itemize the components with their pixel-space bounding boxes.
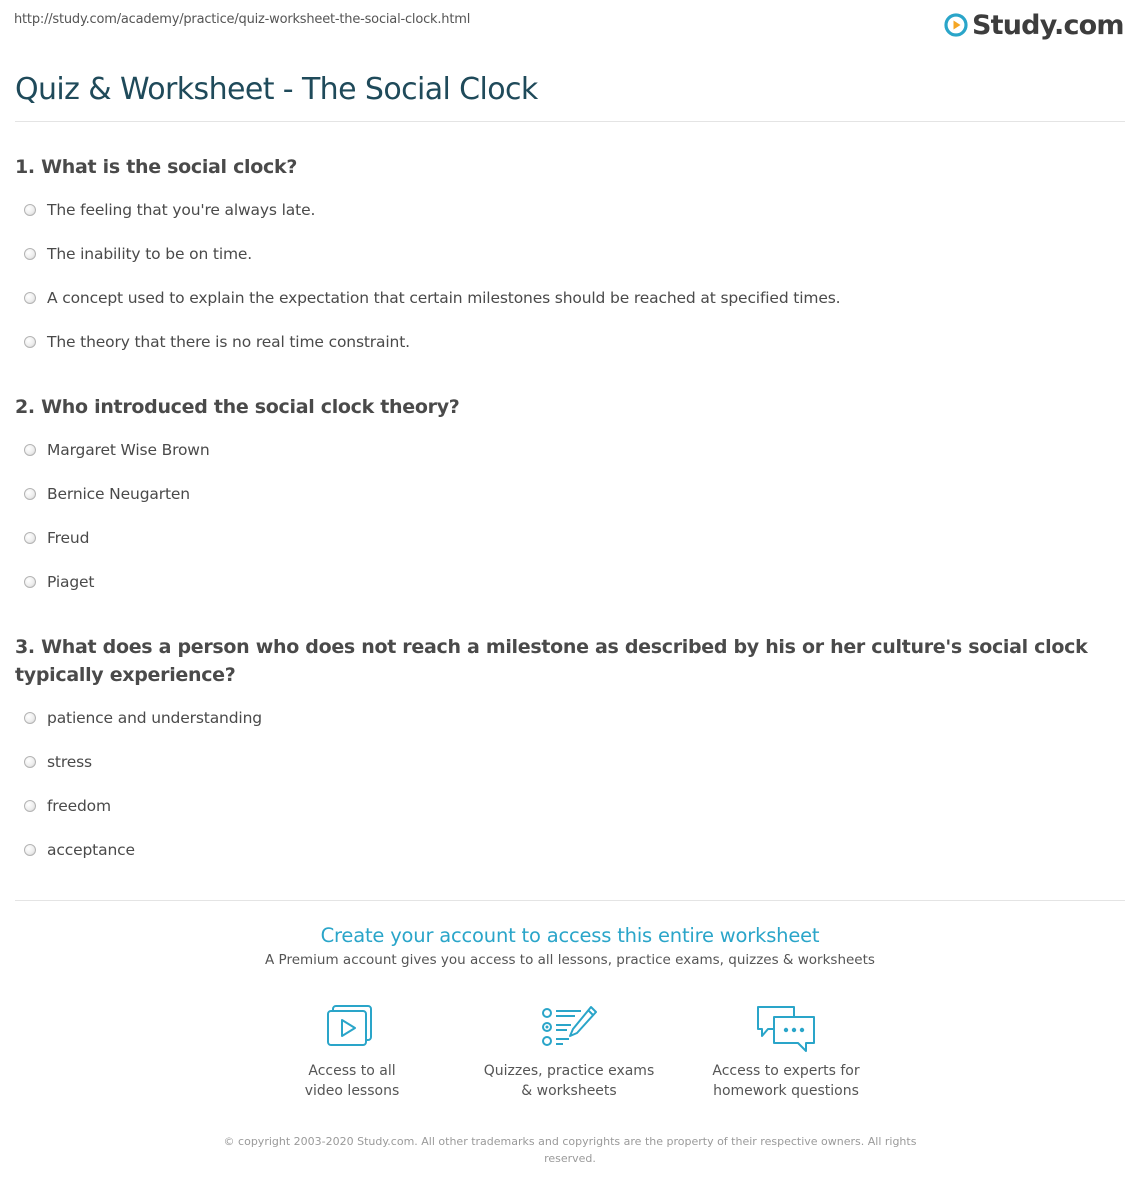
answer-label: Piaget [47, 573, 95, 591]
answer-option[interactable] [15, 276, 1110, 320]
question-1 [15, 153, 1110, 364]
answer-options [15, 428, 1110, 604]
radio-button[interactable] [24, 532, 36, 544]
answer-option[interactable] [15, 232, 1110, 276]
logo-text: Study.com [972, 9, 1124, 41]
answer-label: The inability to be on time. [47, 245, 253, 263]
signup-cta [0, 922, 1140, 968]
question-text: 1. What is the social clock? [15, 156, 298, 178]
question-2 [15, 393, 1110, 604]
feature-label [686, 1061, 886, 1101]
radio-button[interactable] [24, 712, 36, 724]
answer-label: freedom [47, 797, 111, 815]
quiz-checklist-icon [539, 1003, 599, 1051]
answer-option[interactable] [15, 696, 1125, 740]
question-text: 2. Who introduced the social clock theory? [15, 396, 460, 418]
radio-button[interactable] [24, 248, 36, 260]
radio-button[interactable] [24, 576, 36, 588]
answer-option[interactable] [15, 188, 1110, 232]
answer-option[interactable] [15, 740, 1125, 784]
copyright-notice: © copyright 2003-2020 Study.com. All other trademarks and copyrights are the property of their respective owners. All rights reserved. [223, 1135, 917, 1165]
answer-options [15, 696, 1125, 872]
radio-button[interactable] [24, 488, 36, 500]
page-title: Quiz & Worksheet - The Social Clock [15, 72, 538, 107]
feature-video-lessons [252, 1003, 452, 1101]
feature-label-line: Access to experts for [712, 1063, 860, 1079]
answer-option[interactable] [15, 320, 1110, 364]
cta-link[interactable]: Create your account to access this entire worksheet [320, 924, 820, 947]
feature-label-line: video lessons [304, 1083, 400, 1099]
feature-quizzes [469, 1003, 669, 1101]
radio-button[interactable] [24, 800, 36, 812]
answer-label: Margaret Wise Brown [47, 441, 210, 459]
cta-subtitle: A Premium account gives you access to all lessons, practice exams, quizzes & worksheets [265, 952, 875, 968]
feature-experts [686, 1003, 886, 1101]
radio-button[interactable] [24, 336, 36, 348]
answer-label: Freud [47, 529, 90, 547]
feature-label [469, 1061, 669, 1101]
page-url: http://study.com/academy/practice/quiz-worksheet-the-social-clock.html [14, 12, 471, 27]
radio-button[interactable] [24, 204, 36, 216]
answer-option[interactable] [15, 472, 1110, 516]
feature-label-line: Access to all [308, 1063, 396, 1079]
answer-label: stress [47, 753, 92, 771]
feature-label [252, 1061, 452, 1101]
radio-button[interactable] [24, 844, 36, 856]
answer-label: patience and understanding [47, 709, 262, 727]
question-text: 3. What does a person who does not reach a milestone as described by his or her culture's social clock typically experience? [15, 636, 1088, 686]
question-3 [15, 633, 1125, 872]
answer-option[interactable] [15, 428, 1110, 472]
feature-label-line: Quizzes, practice exams [483, 1063, 655, 1079]
answer-label: The theory that there is no real time constraint. [47, 333, 410, 351]
answer-label: Bernice Neugarten [47, 485, 190, 503]
radio-button[interactable] [24, 756, 36, 768]
answer-label: acceptance [47, 841, 135, 859]
study-logo[interactable] [944, 8, 1124, 42]
answer-options [15, 188, 1110, 364]
answer-option[interactable] [15, 828, 1125, 872]
radio-button[interactable] [24, 292, 36, 304]
radio-button[interactable] [24, 444, 36, 456]
feature-label-line: & worksheets [521, 1083, 617, 1099]
answer-option[interactable] [15, 516, 1110, 560]
feature-label-line: homework questions [713, 1083, 859, 1099]
chat-bubbles-icon [754, 1003, 818, 1055]
divider [15, 900, 1125, 901]
play-circle-icon [944, 13, 968, 37]
answer-label: A concept used to explain the expectation that certain milestones should be reached at specified times. [47, 289, 841, 307]
video-lessons-icon [324, 1003, 380, 1051]
divider [15, 121, 1125, 122]
answer-option[interactable] [15, 784, 1125, 828]
answer-label: The feeling that you're always late. [47, 201, 316, 219]
answer-option[interactable] [15, 560, 1110, 604]
